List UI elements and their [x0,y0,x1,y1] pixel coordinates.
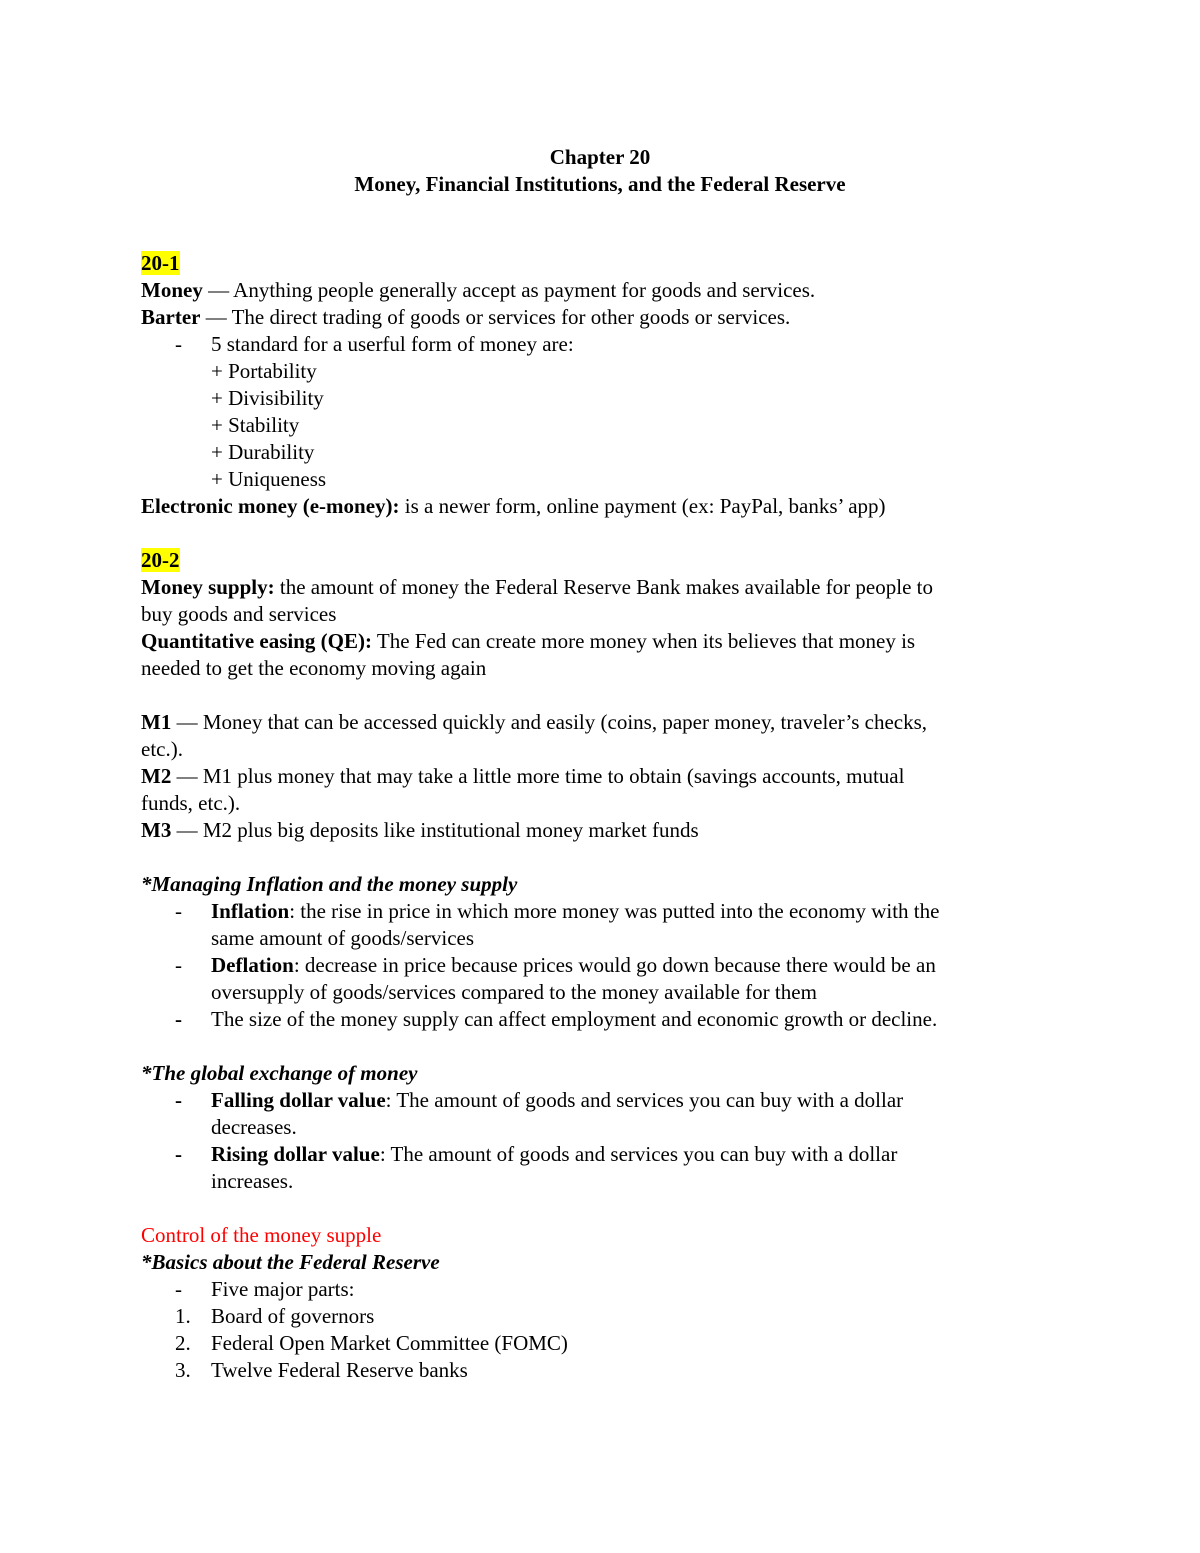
inflation-definition-cont: same amount of goods/services [211,926,475,950]
money-supply-size-note: - The size of the money supply can affect employment and economic growth or decline. [175,1007,938,1031]
inflation-definition: - Inflation: the rise in price in which more money was putted into the economy with the [175,899,940,923]
control-heading: Control of the money supple [141,1223,382,1247]
standard-item: + Uniqueness [211,467,327,491]
standard-item: + Portability [211,359,317,383]
money-supply-definition-cont: buy goods and services [141,602,337,626]
money-definition: Money — Anything people generally accept as payment for goods and services. [141,278,816,302]
standard-item: + Stability [211,413,300,437]
inflation-heading: *Managing Inflation and the money supply [141,872,518,896]
falling-dollar-definition-cont: decreases. [211,1115,297,1139]
fed-part-item: 1. Board of governors [175,1304,375,1328]
document-body [141,250,1041,1384]
m2-definition: M2 — M1 plus money that may take a little more time to obtain (savings accounts, mutual [141,764,905,788]
chapter-subtitle: Money, Financial Institutions, and the Federal Reserve [354,172,846,196]
standard-item: + Divisibility [211,386,324,410]
barter-definition: Barter — The direct trading of goods or services for other goods or services. [141,305,791,329]
qe-definition: Quantitative easing (QE): The Fed can create more money when its believes that money is [141,629,916,653]
m1-definition-cont: etc.). [141,737,183,761]
standard-item: + Durability [211,440,315,464]
chapter-title: Chapter 20 [549,145,651,169]
money-supply-definition: Money supply: the amount of money the Federal Reserve Bank makes available for people to [141,575,933,599]
five-parts-intro: - Five major parts: [175,1277,355,1301]
falling-dollar-definition: - Falling dollar value: The amount of goods and services you can buy with a dollar [175,1088,904,1112]
deflation-definition-cont: oversupply of goods/services compared to the money available for them [211,980,817,1004]
section-20-1-heading: 20-1 [141,251,180,275]
global-exchange-heading: *The global exchange of money [141,1061,418,1085]
rising-dollar-definition: - Rising dollar value: The amount of goods and services you can buy with a dollar [175,1142,898,1166]
deflation-definition: - Deflation: decrease in price because prices would go down because there would be an [175,953,936,977]
fed-part-item: 3. Twelve Federal Reserve banks [175,1358,468,1382]
emoney-definition: Electronic money (e-money): is a newer form, online payment (ex: PayPal, banks’ app) [141,494,886,518]
rising-dollar-definition-cont: increases. [211,1169,294,1193]
qe-definition-cont: needed to get the economy moving again [141,656,487,680]
section-20-2-heading: 20-2 [141,548,180,572]
m2-definition-cont: funds, etc.). [141,791,241,815]
m1-definition: M1 — Money that can be accessed quickly and easily (coins, paper money, traveler’s checks, [141,710,928,734]
fed-part-item: 2. Federal Open Market Committee (FOMC) [175,1331,568,1355]
federal-reserve-heading: *Basics about the Federal Reserve [141,1250,440,1274]
m3-definition: M3 — M2 plus big deposits like institutional money market funds [141,818,699,842]
standards-intro: - 5 standard for a userful form of money are: [175,332,574,356]
